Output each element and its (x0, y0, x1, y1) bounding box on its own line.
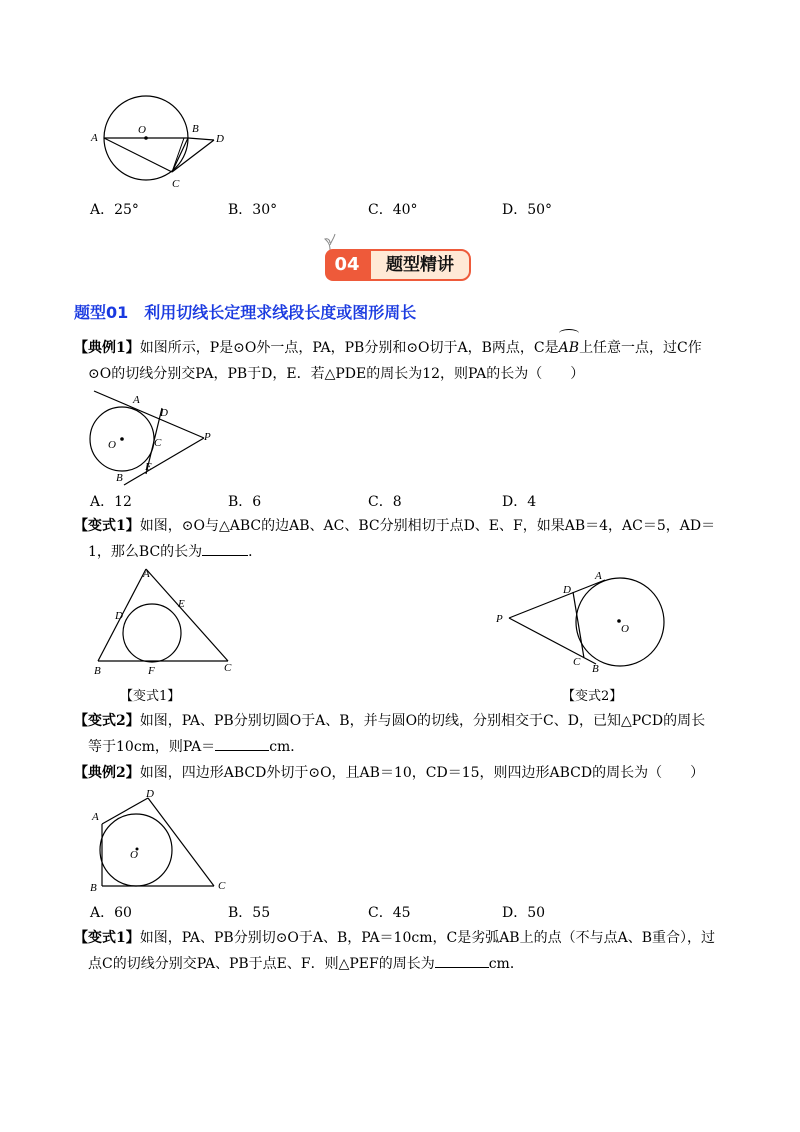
variant-1-line2: 1，那么BC的长为 (88, 544, 203, 560)
ex2-label-c: C (218, 880, 226, 892)
option-a[interactable]: A．60 (90, 905, 132, 921)
variant-2-tag: 【变式2】 (74, 713, 140, 729)
options-example-2 (90, 902, 690, 924)
v2-label-c: C (573, 656, 581, 668)
caption-variant-2: 【变式2】 (562, 689, 623, 704)
example-1 (74, 335, 744, 387)
sprout-icon (323, 231, 337, 251)
answer-blank[interactable] (202, 541, 248, 556)
option-b[interactable]: B．55 (228, 905, 271, 921)
example-1-tag: 【典例1】 (74, 340, 140, 356)
option-c[interactable]: C．40° (368, 202, 418, 218)
arc-ab-label: AB (558, 340, 580, 356)
ex2-label-o: O (130, 849, 138, 861)
figure-variant-2 (493, 568, 673, 676)
v2-label-d: D (563, 584, 571, 596)
figure-circle-top (88, 92, 228, 192)
v1-label-f: F (148, 665, 155, 677)
ex1-label-b: B (116, 472, 123, 484)
example-2-line1: 如图，四边形ABCD外切于⊙O，且AB＝10，CD＝15，则四边形ABCD的周长为（ ） (139, 765, 705, 781)
options-example-1 (90, 491, 690, 513)
variant-1 (74, 513, 744, 565)
label-d: D (216, 133, 224, 145)
variant-2-line2: 等于10cm，则PA＝ (88, 739, 216, 755)
variant-2-line2-end: cm． (269, 739, 305, 755)
v2-label-o: O (621, 623, 629, 635)
v1-label-d: D (115, 610, 123, 622)
v2-label-b: B (592, 663, 599, 675)
ex1-label-a: A (133, 394, 140, 406)
section-banner (325, 243, 477, 285)
variant-1-line1: 如图，⊙O与△ABC的边AB、AC、BC分别相切于点D、E、F，如果AB＝4，AC＝5，AD＝ (139, 518, 716, 534)
v1-label-e: E (178, 598, 185, 610)
ex1-label-d: D (160, 407, 168, 419)
option-c[interactable]: C．8 (368, 494, 402, 510)
arc-ab (559, 335, 579, 361)
option-d[interactable]: D．50° (502, 202, 553, 218)
variant-2 (74, 708, 744, 760)
v1-label-c: C (224, 662, 232, 674)
variant-1-tag: 【变式1】 (74, 518, 140, 534)
caption-variant-1: 【变式1】 (120, 689, 181, 704)
ex1-label-p: P (204, 431, 211, 443)
figure-variant-1 (88, 565, 238, 677)
banner-title: 题型精讲 (369, 249, 471, 281)
example-2 (74, 760, 744, 786)
option-d[interactable]: D．4 (502, 494, 537, 510)
ex2-label-a: A (92, 811, 99, 823)
example-1-line2: ⊙O的切线分别交PA，PB于D，E．若△PDE的周长为12，则PA的长为（ ） (88, 366, 585, 382)
ex2-label-d: D (146, 788, 154, 800)
ex1-label-o: O (108, 439, 116, 451)
variant-1-line2-end: ． (248, 544, 263, 560)
variant-2-line1: 如图，PA、PB分别切圆O于A、B，并与圆O的切线，分别相交于C、D，已知△PCD的周长 (139, 713, 706, 729)
ex1-label-c: C (154, 437, 162, 449)
variant-3 (74, 925, 744, 977)
v1-label-a: A (143, 568, 150, 580)
ex2-label-b: B (90, 882, 97, 894)
example-2-tag: 【典例2】 (74, 765, 140, 781)
v2-label-p: P (496, 613, 503, 625)
option-b[interactable]: B．6 (228, 494, 262, 510)
figure-example-1 (84, 388, 219, 488)
variant-3-tag: 【变式1】 (74, 930, 140, 946)
section-title: 题型01 利用切线长定理求线段长度或图形周长 (74, 303, 417, 322)
option-a[interactable]: A．25° (90, 202, 139, 218)
ex1-label-e: E (145, 461, 152, 473)
option-c[interactable]: C．45 (368, 905, 411, 921)
option-d[interactable]: D．50 (502, 905, 546, 921)
example-1-line1: 如图所示，P是⊙O外一点，PA，PB分别和⊙O切于A，B两点，C是 (139, 340, 559, 356)
figure-example-2 (86, 788, 236, 896)
label-a: A (91, 132, 98, 144)
variant-3-line2-end: cm． (488, 956, 524, 972)
variant-3-line1: 如图，PA、PB分别切⊙O于A、B，PA＝10cm，C是劣弧AB上的点（不与点A、B重合），过 (139, 930, 715, 946)
answer-blank[interactable] (435, 953, 489, 968)
banner-number: 04 (325, 249, 369, 281)
label-o: O (138, 124, 146, 136)
label-c: C (172, 178, 180, 190)
options-prev (90, 199, 690, 221)
label-b: B (192, 123, 199, 135)
v2-label-a: A (595, 570, 602, 582)
answer-blank[interactable] (215, 736, 269, 751)
v1-label-b: B (94, 665, 101, 677)
variant-3-line2: 点C的切线分别交PA、PB于点E、F．则△PEF的周长为 (88, 956, 435, 972)
option-b[interactable]: B．30° (228, 202, 278, 218)
option-a[interactable]: A．12 (90, 494, 132, 510)
example-1-line1b: 上任意一点，过C作 (579, 340, 702, 356)
